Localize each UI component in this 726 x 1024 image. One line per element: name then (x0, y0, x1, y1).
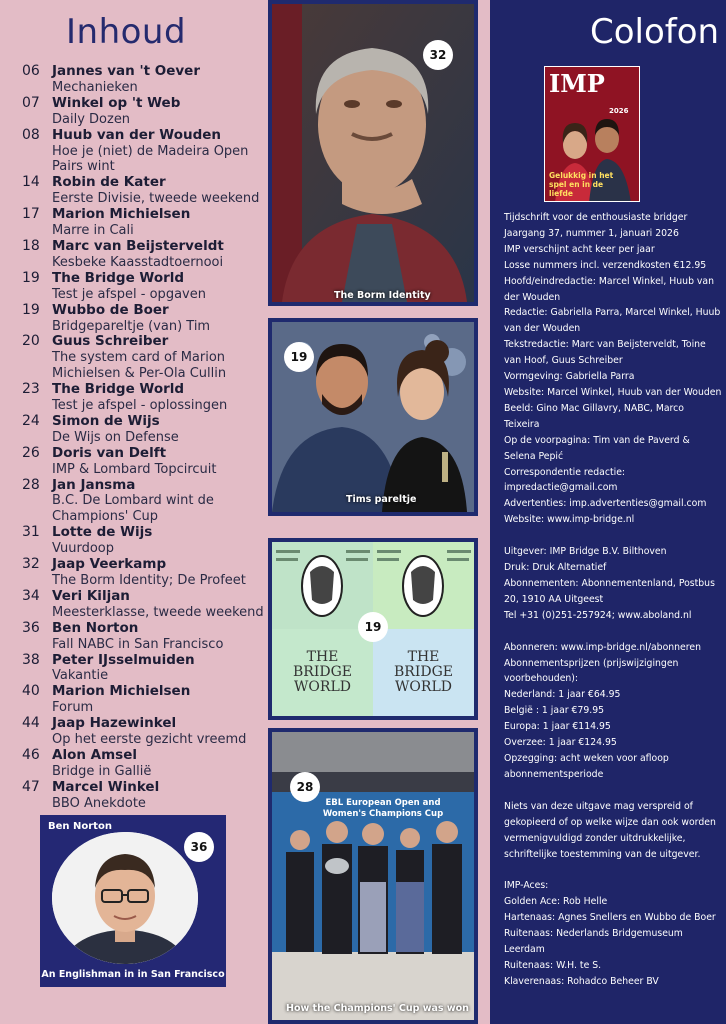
toc-entry (22, 478, 268, 526)
toc-page-number: 46 (22, 746, 40, 763)
toc-page-number: 31 (22, 524, 40, 541)
toc-article-title: Champions' Cup (52, 509, 159, 525)
portrait-illustration (52, 832, 198, 964)
toc-author: Marion Michielsen (52, 683, 191, 700)
toc-author: Guus Schreiber (52, 333, 169, 350)
colofon-line: Ruitenaas: Nederlands Bridgemuseum Leerdam (504, 928, 683, 956)
colofon-spacer (504, 624, 722, 640)
toc-author: Peter IJsselmuiden (52, 651, 195, 668)
toc-page-number: 26 (22, 444, 40, 461)
photo4-caption: How the Champions' Cup was won (286, 1003, 469, 1014)
colofon-line: Overzee: 1 jaar €124.95 (504, 737, 617, 749)
toc-entry (22, 64, 268, 96)
colofon-spacer (504, 783, 722, 799)
colofon-line: Europa: 1 jaar €114.95 (504, 721, 611, 733)
toc-entry (22, 446, 268, 478)
colofon-text (504, 210, 722, 990)
bridge-world-cover-br (373, 629, 474, 716)
toc-article-title: The system card of Marion (52, 350, 226, 366)
photo3-page-badge: 19 (358, 612, 388, 642)
toc-entry (22, 780, 268, 812)
colofon-line: Losse nummers incl. verzendkosten €12.95 (504, 259, 707, 271)
toc-author: Marcel Winkel (52, 778, 160, 795)
knight-emblem-icon (272, 542, 373, 629)
colofon-line: Tijdschrift voor de enthousiaste bridger (504, 212, 688, 223)
contents-title: Inhoud (66, 12, 187, 52)
toc-article-title: Michielsen & Per-Ola Cullin (52, 366, 227, 382)
photo2-caption: Tims pareltje (346, 494, 417, 505)
colofon-line: Website: Marcel Winkel, Huub van der Wouden (504, 386, 722, 398)
colofon-spacer (504, 862, 722, 878)
toc-author: Alon Amsel (52, 746, 137, 763)
ben-page-badge: 36 (184, 832, 214, 862)
colofon-spacer (504, 528, 722, 544)
toc-entry (22, 96, 268, 128)
toc-article-title: Test je afspel - opgaven (52, 286, 206, 302)
colofon-line: Correspondentie redactie: (504, 466, 626, 478)
toc-page-number: 24 (22, 412, 40, 429)
colofon-line: Ruitenaas: W.H. te S. (504, 959, 602, 971)
colofon-line: Beeld: Gino Mac Gillavry, NABC, Marco Teixeira (504, 402, 684, 430)
cover-headline: Gelukkig in het spel en in de liefde (549, 171, 614, 198)
toc-article-title: Daily Dozen (52, 111, 131, 127)
photo2-page-badge: 19 (284, 342, 314, 372)
toc-author: Robin de Kater (52, 174, 166, 191)
toc-article-title: Marre in Cali (52, 223, 134, 239)
table-of-contents (22, 64, 268, 812)
toc-entry (22, 557, 268, 589)
toc-author: The Bridge World (52, 269, 185, 286)
toc-author: Veri Kiljan (52, 587, 130, 604)
toc-author: Marion Michielsen (52, 206, 191, 223)
toc-page-number: 34 (22, 587, 40, 604)
toc-article-title: Kesbeke Kaasstadtoernooi (52, 254, 224, 270)
colofon-line: België : 1 jaar €79.95 (504, 705, 605, 717)
colofon-line: IMP verschijnt acht keer per jaar (504, 243, 655, 255)
cover-logo: IMP (549, 69, 605, 98)
cover-year: 2026 (609, 107, 629, 115)
magazine-cover (544, 66, 640, 202)
toc-page-number: 19 (22, 269, 40, 286)
toc-article-title: De Wijs on Defense (52, 429, 179, 445)
toc-page-number: 44 (22, 715, 40, 732)
toc-author: Simon de Wijs (52, 412, 160, 429)
toc-author: Jaap Veerkamp (52, 556, 167, 573)
colofon-line: Druk: Druk Alternatief (504, 562, 607, 574)
colofon-line: Abonneren: www.imp-bridge.nl/abonneren (504, 641, 701, 653)
photo-tims-pareltje (268, 318, 478, 516)
toc-entry (22, 525, 268, 557)
colofon-line: Opzegging: acht weken voor afloop abonnementsperiode (504, 753, 669, 780)
toc-page-number: 38 (22, 651, 40, 668)
toc-page-number: 47 (22, 778, 40, 795)
toc-page-number: 08 (22, 126, 40, 143)
toc-entry (22, 175, 268, 207)
colofon-line: Abonnementsprijzen (prijswijzigingen voorbehouden): (504, 657, 679, 685)
toc-page-number: 32 (22, 556, 40, 573)
bridge-world-logo-left: THE BRIDGE WORLD (293, 649, 352, 695)
photo-borm-identity (268, 0, 478, 306)
toc-author: Doris van Delft (52, 444, 167, 461)
toc-entry (22, 271, 268, 303)
toc-page-number: 40 (22, 683, 40, 700)
colofon-line: Abonnementen: Abonnementenland, Postbus 20, 1910 AA Uitgeest (504, 577, 715, 605)
colofon-line: Op de voorpagina: Tim van de Paverd & Selena Pepić (504, 434, 690, 462)
toc-article-title: BBO Anekdote (52, 795, 146, 811)
bridge-world-cover-tr (373, 542, 474, 629)
toc-page-number: 19 (22, 301, 40, 318)
toc-author: Lotte de Wijs (52, 524, 153, 541)
toc-entry (22, 414, 268, 446)
colofon-line: Advertenties: imp.advertenties@gmail.com (504, 498, 707, 510)
toc-article-title: Forum (52, 700, 94, 716)
toc-entry (22, 239, 268, 271)
colofon-line: IMP-Aces: (504, 880, 549, 892)
ben-box-name: Ben Norton (48, 821, 112, 832)
colofon-line: Vormgeving: Gabriella Parra (504, 371, 635, 383)
toc-article-title: Op het eerste gezicht vreemd (52, 732, 247, 748)
toc-author: The Bridge World (52, 381, 185, 398)
colofon-line: impredactie@gmail.com (504, 482, 618, 494)
photo-bridge-world (268, 538, 478, 720)
colofon-line: Hoofd/eindredactie: Marcel Winkel, Huub van der Wouden (504, 275, 715, 303)
toc-article-title: Vuurdoop (52, 541, 115, 557)
toc-entry (22, 748, 268, 780)
toc-page-number: 28 (22, 476, 40, 493)
toc-author: Ben Norton (52, 619, 139, 636)
toc-page-number: 14 (22, 174, 40, 191)
colofon-line: Golden Ace: Rob Helle (504, 896, 608, 908)
toc-page-number: 23 (22, 381, 40, 398)
toc-page-number: 36 (22, 619, 40, 636)
toc-article-title: The Borm Identity; De Profeet (52, 573, 246, 588)
toc-author: Wubbo de Boer (52, 301, 169, 318)
toc-author: Jan Jansma (52, 476, 136, 493)
colofon-line: Jaargang 37, nummer 1, januari 2026 (504, 227, 679, 239)
toc-author: Marc van Beijsterveldt (52, 237, 224, 254)
toc-entry (22, 716, 268, 748)
toc-entry (22, 207, 268, 239)
toc-entry (22, 621, 268, 653)
colofon-column (490, 0, 726, 1024)
colofon-line: Redactie: Gabriella Parra, Marcel Winkel, Huub van der Wouden (504, 307, 721, 335)
colofon-line: Nederland: 1 jaar €64.95 (504, 689, 621, 701)
toc-article-title: Pairs wint (52, 159, 115, 175)
bridge-world-cover-tl (272, 542, 373, 629)
toc-entry (22, 334, 268, 382)
photo1-page-badge: 32 (423, 40, 453, 70)
toc-author: Jannes van 't Oever (52, 63, 200, 79)
toc-page-number: 18 (22, 237, 40, 254)
toc-article-title: Mechanieken (52, 79, 138, 95)
knight-emblem-icon (373, 542, 474, 629)
toc-page-number: 07 (22, 94, 40, 111)
colofon-line: Uitgever: IMP Bridge B.V. Bilthoven (504, 546, 667, 558)
toc-page-number: 06 (22, 63, 40, 79)
colofon-line: Tekstredactie: Marc van Beijsterveldt, Toine van Hoof, Guus Schreiber (504, 339, 706, 367)
toc-entry (22, 653, 268, 685)
ben-box-caption: An Englishman in in San Francisco (41, 969, 225, 980)
toc-article-title: Bridgepareltje (van) Tim (52, 318, 211, 334)
toc-entry (22, 128, 268, 176)
toc-article-title: Fall NABC in San Francisco (52, 636, 224, 652)
toc-article-title: Hoe je (niet) de Madeira Open (52, 143, 249, 159)
bridge-world-cover-bl (272, 629, 373, 716)
photo4-page-badge: 28 (290, 772, 320, 802)
toc-article-title: Test je afspel - oplossingen (52, 398, 228, 414)
colofon-line: Niets van deze uitgave mag verspreid of gekopieerd of op welke wijze dan ook worden vermenigvuldigd zonder uitdrukkelijke, schriftelijke toestemming van de uitgever. (504, 800, 716, 860)
colofon-title: Colofon (590, 12, 720, 52)
toc-author: Winkel op 't Web (52, 94, 181, 111)
toc-article-title: Bridge in Gallië (52, 763, 152, 779)
toc-article-title: B.C. De Lombard wint de (52, 493, 214, 509)
colofon-line: Klaverenaas: Rohadco Beheer BV (504, 975, 659, 987)
photo1-caption: The Borm Identity (334, 290, 431, 301)
toc-article-title: Eerste Divisie, tweede weekend (52, 191, 260, 207)
toc-entry (22, 684, 268, 716)
toc-author: Huub van der Wouden (52, 126, 222, 143)
toc-entry (22, 303, 268, 335)
bridge-world-logo-right: THE BRIDGE WORLD (394, 649, 453, 695)
toc-article-title: Meesterklasse, tweede weekend (52, 604, 264, 620)
photo4-banner: EBL European Open and Women's Champions Cup (322, 798, 444, 819)
ben-norton-portrait (52, 832, 198, 964)
toc-article-title: Vakantie (52, 668, 109, 684)
colofon-line: Hartenaas: Agnes Snellers en Wubbo de Boer (504, 912, 716, 924)
photo-champions-cup (268, 728, 478, 1024)
toc-article-title: IMP & Lombard Topcircuit (52, 461, 217, 477)
colofon-line: Tel +31 (0)251-257924; www.aboland.nl (504, 609, 692, 621)
colofon-line: Website: www.imp-bridge.nl (504, 514, 635, 526)
toc-entry (22, 382, 268, 414)
toc-entry (22, 589, 268, 621)
toc-page-number: 17 (22, 206, 40, 223)
toc-page-number: 20 (22, 333, 40, 350)
toc-author: Jaap Hazewinkel (52, 715, 177, 732)
